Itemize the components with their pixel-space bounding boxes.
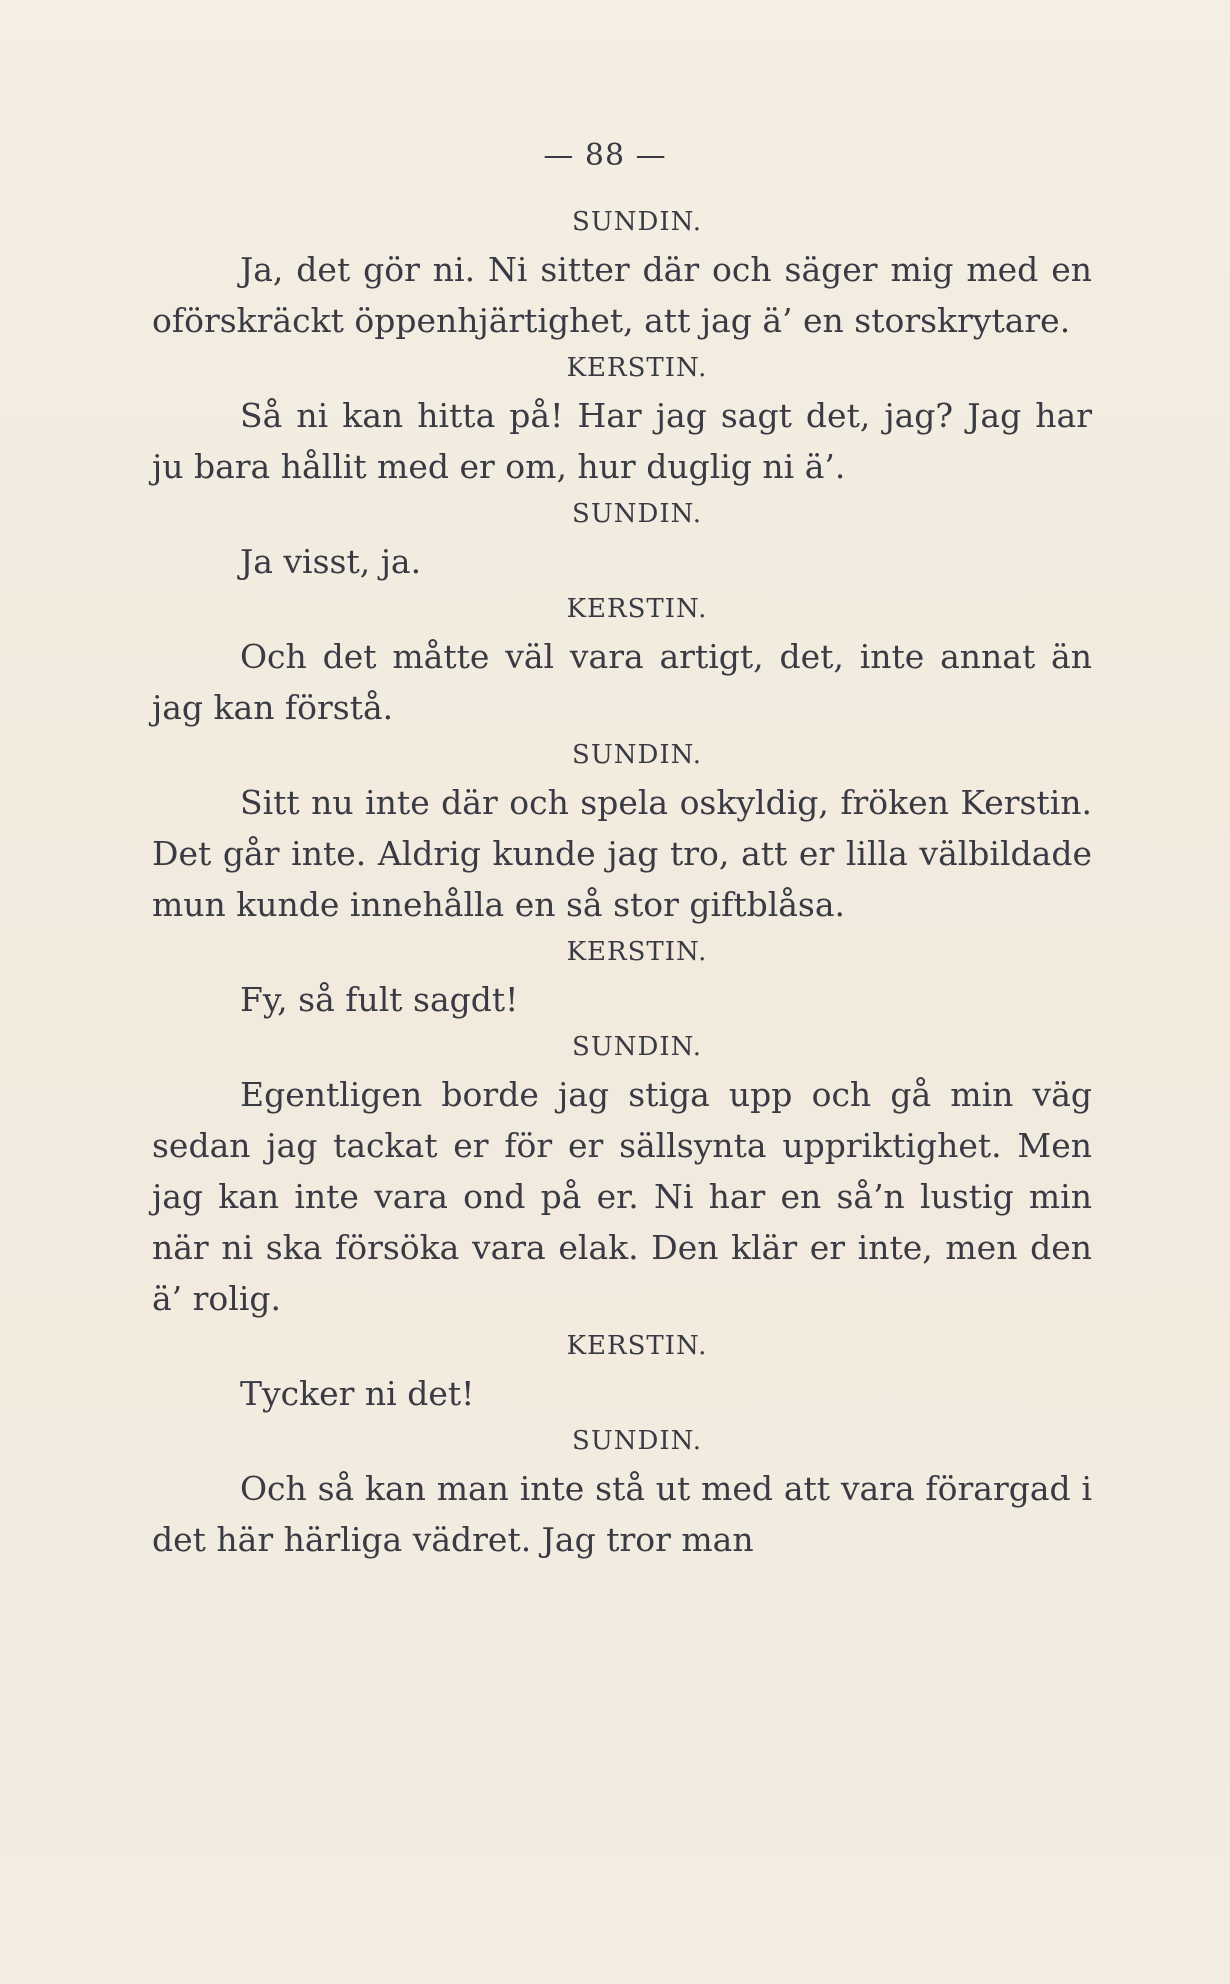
speech-text: Och det måtte väl vara artigt, det, inte annat än jag kan förstå. <box>152 637 1092 727</box>
speech-text: Fy, så fult sagdt! <box>240 980 519 1019</box>
speaker-name: KERSTIN. <box>566 353 708 383</box>
speech-text: Egentligen borde jag stiga upp och gå min väg sedan jag tackat er för er sällsynta uppriktighet. Men jag kan inte vara ond på er. Ni har en så’n lustig min när ni ska försöka vara elak. Den klär er inte, men den ä’ rolig. <box>152 1075 1092 1318</box>
speech-text: Ja visst, ja. <box>240 542 422 581</box>
speaker-name: KERSTIN. <box>566 1331 708 1361</box>
speaker-name: SUNDIN. <box>572 207 702 237</box>
speech-text: Ja, det gör ni. Ni sitter där och säger mig med en oförskräckt öppenhjärtighet, att jag ä’ en storskrytare. <box>152 250 1092 340</box>
speaker-name: SUNDIN. <box>572 1426 702 1456</box>
dialogue-body <box>152 200 1092 1565</box>
speech-text: Tycker ni det! <box>240 1374 475 1413</box>
speaker-name: KERSTIN. <box>566 594 708 624</box>
speech-text: Sitt nu inte där och spela oskyldig, fröken Kerstin. Det går inte. Aldrig kunde jag tro, att er lilla välbildade mun kunde innehålla en så stor giftblåsa. <box>152 783 1092 924</box>
page-number: — 88 — <box>543 138 667 173</box>
speaker-name: SUNDIN. <box>572 1032 702 1062</box>
speaker-name: SUNDIN. <box>572 740 702 770</box>
speaker-name: SUNDIN. <box>572 499 702 529</box>
speaker-name: KERSTIN. <box>566 937 708 967</box>
speech-text: Och så kan man inte stå ut med att vara förargad i det här härliga vädret. Jag tror man <box>152 1469 1092 1559</box>
speech-text: Så ni kan hitta på! Har jag sagt det, jag? Jag har ju bara hållit med er om, hur duglig ni ä’. <box>152 396 1092 486</box>
